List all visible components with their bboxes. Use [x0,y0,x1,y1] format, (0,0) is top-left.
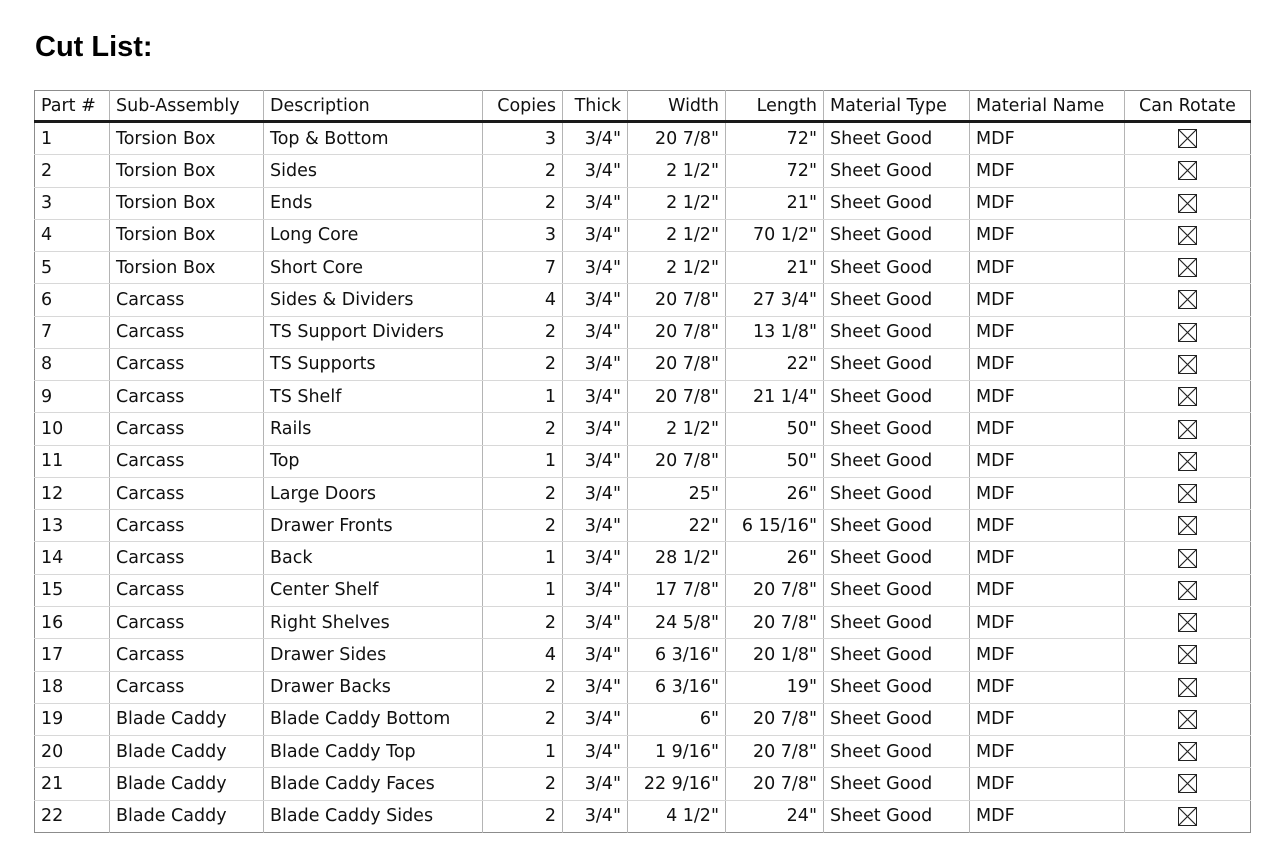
column-header-material-type: Material Type [824,91,970,122]
sub-assembly-cell: Torsion Box [110,155,264,187]
can-rotate-cell [1125,736,1251,768]
part-cell: 13 [35,510,110,542]
thick-cell: 3/4" [563,413,628,445]
can-rotate-cell [1125,187,1251,219]
copies-cell: 2 [483,606,563,638]
checked-checkbox-icon [1178,290,1197,309]
part-cell: 20 [35,736,110,768]
description-cell: Top & Bottom [264,122,483,155]
sub-assembly-cell: Blade Caddy [110,800,264,832]
length-cell: 20 7/8" [726,606,824,638]
copies-cell: 2 [483,768,563,800]
material-type-cell: Sheet Good [824,736,970,768]
copies-cell: 1 [483,542,563,574]
column-header-thick: Thick [563,91,628,122]
width-cell: 22 9/16" [628,768,726,800]
column-header-description: Description [264,91,483,122]
material-type-cell: Sheet Good [824,606,970,638]
copies-cell: 2 [483,510,563,542]
length-cell: 50" [726,413,824,445]
length-cell: 13 1/8" [726,316,824,348]
copies-cell: 2 [483,477,563,509]
column-header-material-name: Material Name [970,91,1125,122]
checked-checkbox-icon [1178,613,1197,632]
description-cell: Blade Caddy Top [264,736,483,768]
copies-cell: 2 [483,187,563,219]
material-name-cell: MDF [970,768,1125,800]
width-cell: 6 3/16" [628,639,726,671]
part-cell: 3 [35,187,110,219]
checked-checkbox-icon [1178,161,1197,180]
material-type-cell: Sheet Good [824,542,970,574]
sub-assembly-cell: Blade Caddy [110,768,264,800]
material-type-cell: Sheet Good [824,574,970,606]
table-row [35,381,1251,413]
material-type-cell: Sheet Good [824,800,970,832]
column-header-length: Length [726,91,824,122]
material-type-cell: Sheet Good [824,639,970,671]
checked-checkbox-icon [1178,484,1197,503]
part-cell: 8 [35,348,110,380]
copies-cell: 2 [483,703,563,735]
part-cell: 5 [35,252,110,284]
width-cell: 22" [628,510,726,542]
description-cell: Ends [264,187,483,219]
column-header-sub-assembly: Sub-Assembly [110,91,264,122]
material-name-cell: MDF [970,445,1125,477]
table-row [35,187,1251,219]
sub-assembly-cell: Carcass [110,606,264,638]
sub-assembly-cell: Carcass [110,639,264,671]
sub-assembly-cell: Torsion Box [110,219,264,251]
material-type-cell: Sheet Good [824,219,970,251]
table-body [35,122,1251,833]
copies-cell: 2 [483,348,563,380]
material-name-cell: MDF [970,122,1125,155]
thick-cell: 3/4" [563,348,628,380]
width-cell: 2 1/2" [628,252,726,284]
copies-cell: 2 [483,800,563,832]
copies-cell: 3 [483,219,563,251]
sub-assembly-cell: Carcass [110,671,264,703]
thick-cell: 3/4" [563,768,628,800]
width-cell: 2 1/2" [628,155,726,187]
material-name-cell: MDF [970,413,1125,445]
description-cell: Long Core [264,219,483,251]
length-cell: 70 1/2" [726,219,824,251]
part-cell: 12 [35,477,110,509]
sub-assembly-cell: Carcass [110,316,264,348]
width-cell: 2 1/2" [628,413,726,445]
checked-checkbox-icon [1178,452,1197,471]
can-rotate-cell [1125,477,1251,509]
copies-cell: 1 [483,736,563,768]
can-rotate-cell [1125,445,1251,477]
part-cell: 2 [35,155,110,187]
can-rotate-cell [1125,284,1251,316]
sub-assembly-cell: Carcass [110,542,264,574]
checked-checkbox-icon [1178,194,1197,213]
checked-checkbox-icon [1178,420,1197,439]
sub-assembly-cell: Torsion Box [110,252,264,284]
length-cell: 21" [726,252,824,284]
table-row [35,800,1251,832]
length-cell: 20 7/8" [726,768,824,800]
checked-checkbox-icon [1178,581,1197,600]
checked-checkbox-icon [1178,807,1197,826]
copies-cell: 1 [483,381,563,413]
material-name-cell: MDF [970,187,1125,219]
sub-assembly-cell: Carcass [110,413,264,445]
material-name-cell: MDF [970,252,1125,284]
thick-cell: 3/4" [563,800,628,832]
thick-cell: 3/4" [563,252,628,284]
material-name-cell: MDF [970,155,1125,187]
width-cell: 28 1/2" [628,542,726,574]
thick-cell: 3/4" [563,510,628,542]
length-cell: 22" [726,348,824,380]
material-name-cell: MDF [970,542,1125,574]
part-cell: 19 [35,703,110,735]
description-cell: TS Supports [264,348,483,380]
material-name-cell: MDF [970,639,1125,671]
can-rotate-cell [1125,122,1251,155]
sub-assembly-cell: Carcass [110,510,264,542]
width-cell: 2 1/2" [628,219,726,251]
material-name-cell: MDF [970,703,1125,735]
part-cell: 6 [35,284,110,316]
checked-checkbox-icon [1178,323,1197,342]
material-type-cell: Sheet Good [824,413,970,445]
thick-cell: 3/4" [563,316,628,348]
material-type-cell: Sheet Good [824,316,970,348]
table-row [35,284,1251,316]
width-cell: 6 3/16" [628,671,726,703]
description-cell: Sides & Dividers [264,284,483,316]
can-rotate-cell [1125,542,1251,574]
table-row [35,348,1251,380]
thick-cell: 3/4" [563,381,628,413]
checked-checkbox-icon [1178,678,1197,697]
width-cell: 20 7/8" [628,445,726,477]
page-title: Cut List: [35,31,153,63]
can-rotate-cell [1125,606,1251,638]
part-cell: 7 [35,316,110,348]
description-cell: Short Core [264,252,483,284]
width-cell: 20 7/8" [628,316,726,348]
copies-cell: 1 [483,574,563,606]
table-row [35,574,1251,606]
thick-cell: 3/4" [563,477,628,509]
table-row [35,413,1251,445]
description-cell: Top [264,445,483,477]
part-cell: 10 [35,413,110,445]
checked-checkbox-icon [1178,226,1197,245]
can-rotate-cell [1125,671,1251,703]
material-name-cell: MDF [970,219,1125,251]
width-cell: 24 5/8" [628,606,726,638]
sub-assembly-cell: Blade Caddy [110,703,264,735]
table-row [35,510,1251,542]
part-cell: 21 [35,768,110,800]
checked-checkbox-icon [1178,645,1197,664]
length-cell: 21 1/4" [726,381,824,413]
material-type-cell: Sheet Good [824,348,970,380]
table-row [35,219,1251,251]
material-type-cell: Sheet Good [824,477,970,509]
description-cell: Sides [264,155,483,187]
table-row [35,768,1251,800]
material-name-cell: MDF [970,477,1125,509]
can-rotate-cell [1125,800,1251,832]
copies-cell: 4 [483,639,563,671]
column-header-width: Width [628,91,726,122]
width-cell: 4 1/2" [628,800,726,832]
description-cell: Rails [264,413,483,445]
can-rotate-cell [1125,703,1251,735]
width-cell: 20 7/8" [628,284,726,316]
thick-cell: 3/4" [563,639,628,671]
thick-cell: 3/4" [563,122,628,155]
cut-list-table [34,90,1251,833]
material-type-cell: Sheet Good [824,284,970,316]
checked-checkbox-icon [1178,387,1197,406]
can-rotate-cell [1125,348,1251,380]
width-cell: 6" [628,703,726,735]
length-cell: 24" [726,800,824,832]
length-cell: 21" [726,187,824,219]
width-cell: 1 9/16" [628,736,726,768]
can-rotate-cell [1125,639,1251,671]
can-rotate-cell [1125,252,1251,284]
thick-cell: 3/4" [563,445,628,477]
thick-cell: 3/4" [563,284,628,316]
width-cell: 17 7/8" [628,574,726,606]
table-row [35,252,1251,284]
copies-cell: 2 [483,413,563,445]
material-name-cell: MDF [970,736,1125,768]
thick-cell: 3/4" [563,219,628,251]
table-row [35,477,1251,509]
copies-cell: 2 [483,671,563,703]
table-row [35,606,1251,638]
part-cell: 11 [35,445,110,477]
can-rotate-cell [1125,413,1251,445]
sub-assembly-cell: Carcass [110,445,264,477]
material-type-cell: Sheet Good [824,252,970,284]
material-type-cell: Sheet Good [824,381,970,413]
table-row [35,445,1251,477]
length-cell: 26" [726,477,824,509]
part-cell: 14 [35,542,110,574]
sub-assembly-cell: Torsion Box [110,187,264,219]
checked-checkbox-icon [1178,516,1197,535]
column-header-can-rotate: Can Rotate [1125,91,1251,122]
can-rotate-cell [1125,155,1251,187]
material-name-cell: MDF [970,671,1125,703]
sub-assembly-cell: Carcass [110,284,264,316]
length-cell: 72" [726,122,824,155]
table-row [35,671,1251,703]
material-type-cell: Sheet Good [824,671,970,703]
can-rotate-cell [1125,510,1251,542]
length-cell: 20 7/8" [726,703,824,735]
can-rotate-cell [1125,316,1251,348]
table-row [35,542,1251,574]
material-type-cell: Sheet Good [824,703,970,735]
description-cell: Blade Caddy Sides [264,800,483,832]
length-cell: 20 1/8" [726,639,824,671]
description-cell: TS Support Dividers [264,316,483,348]
can-rotate-cell [1125,768,1251,800]
sub-assembly-cell: Carcass [110,574,264,606]
copies-cell: 2 [483,316,563,348]
thick-cell: 3/4" [563,703,628,735]
description-cell: Drawer Fronts [264,510,483,542]
material-name-cell: MDF [970,510,1125,542]
sub-assembly-cell: Carcass [110,381,264,413]
material-type-cell: Sheet Good [824,122,970,155]
material-type-cell: Sheet Good [824,187,970,219]
length-cell: 26" [726,542,824,574]
copies-cell: 1 [483,445,563,477]
material-name-cell: MDF [970,574,1125,606]
checked-checkbox-icon [1178,549,1197,568]
table-row [35,122,1251,155]
part-cell: 9 [35,381,110,413]
material-name-cell: MDF [970,316,1125,348]
checked-checkbox-icon [1178,710,1197,729]
description-cell: Right Shelves [264,606,483,638]
description-cell: Back [264,542,483,574]
table-row [35,639,1251,671]
sub-assembly-cell: Blade Caddy [110,736,264,768]
thick-cell: 3/4" [563,187,628,219]
checked-checkbox-icon [1178,129,1197,148]
thick-cell: 3/4" [563,736,628,768]
copies-cell: 3 [483,122,563,155]
description-cell: Blade Caddy Faces [264,768,483,800]
part-cell: 22 [41,806,64,827]
copies-cell: 2 [483,155,563,187]
can-rotate-cell [1125,574,1251,606]
checked-checkbox-icon [1178,742,1197,761]
material-name-cell: MDF [970,800,1125,832]
material-name-cell: MDF [970,348,1125,380]
material-type-cell: Sheet Good [824,445,970,477]
description-cell: Blade Caddy Bottom [264,703,483,735]
part-cell: 18 [35,671,110,703]
checked-checkbox-icon [1178,355,1197,374]
part-cell: 4 [35,219,110,251]
length-cell: 20 7/8" [726,736,824,768]
material-type-cell: Sheet Good [824,510,970,542]
width-cell: 25" [628,477,726,509]
column-header-part: Part # [35,91,110,122]
length-cell: 50" [726,445,824,477]
description-cell: Center Shelf [264,574,483,606]
table-row [35,703,1251,735]
description-cell: Drawer Sides [264,639,483,671]
description-cell: Drawer Backs [264,671,483,703]
width-cell: 20 7/8" [628,348,726,380]
can-rotate-cell [1125,381,1251,413]
length-cell: 20 7/8" [726,574,824,606]
part-cell: 15 [35,574,110,606]
can-rotate-cell [1125,219,1251,251]
thick-cell: 3/4" [563,606,628,638]
thick-cell: 3/4" [563,155,628,187]
description-cell: Large Doors [264,477,483,509]
width-cell: 20 7/8" [628,381,726,413]
thick-cell: 3/4" [563,671,628,703]
checked-checkbox-icon [1178,774,1197,793]
thick-cell: 3/4" [563,542,628,574]
sub-assembly-cell: Torsion Box [110,122,264,155]
length-cell: 72" [726,155,824,187]
material-name-cell: MDF [970,284,1125,316]
table-row [35,155,1251,187]
material-type-cell: Sheet Good [824,768,970,800]
copies-cell: 7 [483,252,563,284]
material-name-cell: MDF [970,606,1125,638]
copies-cell: 4 [483,284,563,316]
material-type-cell: Sheet Good [824,155,970,187]
length-cell: 19" [726,671,824,703]
sub-assembly-cell: Carcass [110,348,264,380]
part-cell: 17 [35,639,110,671]
width-cell: 20 7/8" [628,122,726,155]
table-row [35,316,1251,348]
material-name-cell: MDF [970,381,1125,413]
thick-cell: 3/4" [563,574,628,606]
column-header-copies: Copies [483,91,563,122]
width-cell: 2 1/2" [628,187,726,219]
part-cell: 1 [35,122,110,155]
table-row [35,736,1251,768]
sub-assembly-cell: Carcass [110,477,264,509]
checked-checkbox-icon [1178,258,1197,277]
part-cell: 16 [35,606,110,638]
description-cell: TS Shelf [264,381,483,413]
length-cell: 27 3/4" [726,284,824,316]
length-cell: 6 15/16" [726,510,824,542]
header-row [35,91,1251,122]
